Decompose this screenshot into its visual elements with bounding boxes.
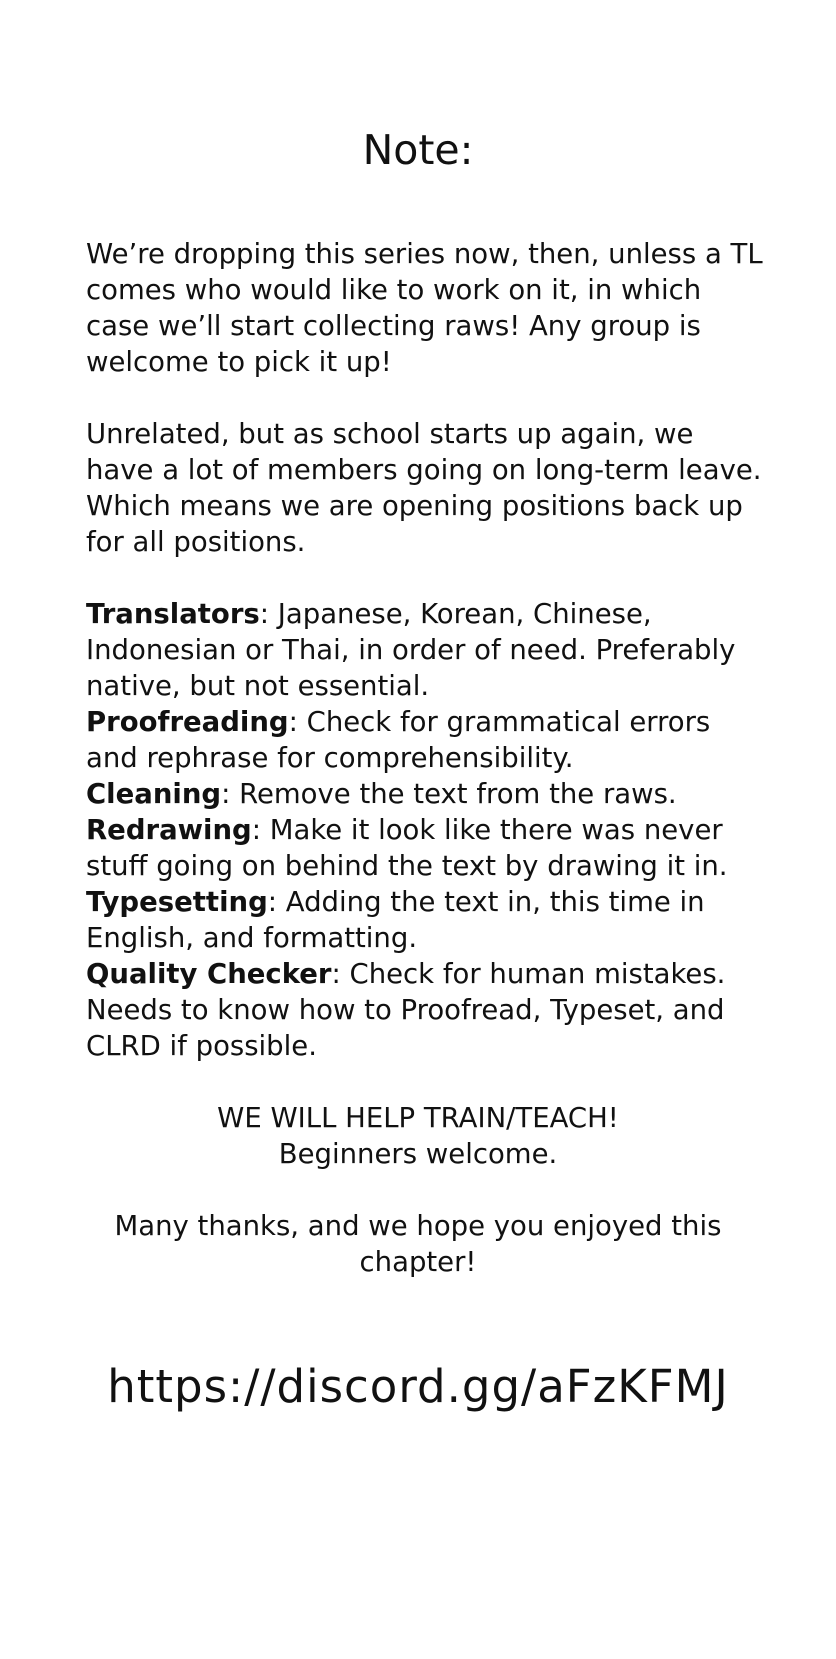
role-item-proofreading (86, 704, 766, 776)
role-name: Typesetting (86, 886, 268, 918)
role-item-typesetting (86, 884, 766, 956)
help-notice (0, 1100, 836, 1172)
thanks-message: Many thanks, and we hope you enjoyed this chapter! (114, 1210, 722, 1278)
role-description: : Make it look like there was never stuff going on behind the text by drawing it in. (86, 814, 728, 882)
role-name: Proofreading (86, 706, 289, 738)
recruitment-paragraph: Unrelated, but as school starts up again, we have a lot of members going on long-term leave. Which means we are opening positions back up for all positions. (86, 418, 762, 558)
role-description: : Japanese, Korean, Chinese, Indonesian or Thai, in order of need. Preferably native, but not essential. (86, 598, 736, 702)
role-name: Redrawing (86, 814, 252, 846)
role-name: Cleaning (86, 778, 222, 810)
dropping-series-paragraph: We’re dropping this series now, then, unless a TL comes who would like to work on it, in which case we’ll start collecting raws! Any group is welcome to pick it up! (86, 238, 763, 378)
role-name: Translators (86, 598, 260, 630)
role-description: : Adding the text in, this time in English, and formatting. (86, 886, 705, 954)
role-description: : Check for human mistakes. Needs to know how to Proofread, Typeset, and CLRD if possible. (86, 958, 726, 1062)
help-line-train: WE WILL HELP TRAIN/TEACH! (217, 1102, 619, 1134)
role-item-cleaning (86, 776, 766, 812)
help-line-beginners: Beginners welcome. (278, 1138, 558, 1170)
role-description: : Check for grammatical errors and rephrase for comprehensibility. (86, 706, 711, 774)
role-item-redrawing (86, 812, 766, 884)
role-item-quality-checker (86, 956, 766, 1064)
page-title: Note: (362, 126, 474, 174)
role-description: : Remove the text from the raws. (221, 778, 677, 810)
role-item-translators (86, 596, 766, 704)
discord-link[interactable]: https://discord.gg/aFzKFMJ (107, 1360, 729, 1413)
role-name: Quality Checker (86, 958, 332, 990)
roles-list (86, 596, 766, 1064)
